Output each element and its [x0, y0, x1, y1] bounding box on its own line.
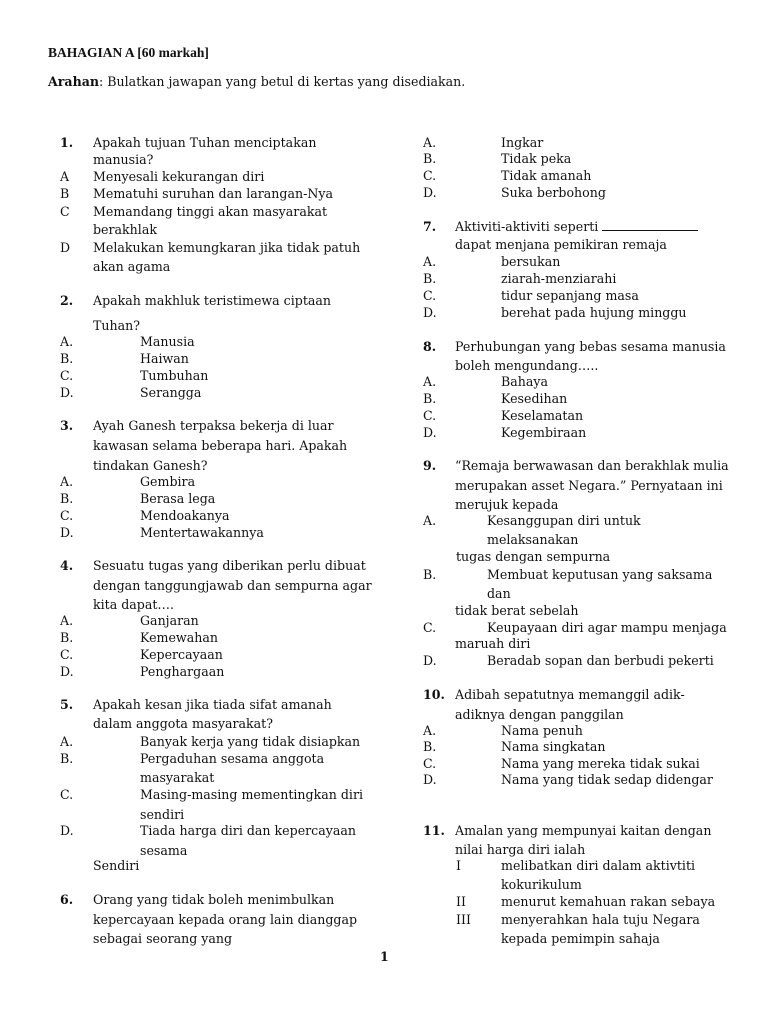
option-numeral: II [456, 894, 466, 909]
option-text[interactable]: Gembira [140, 474, 196, 489]
option-text[interactable]: Menyesali kekurangan diri [93, 169, 265, 184]
option-text[interactable]: Kepercayaan [140, 647, 223, 662]
option-letter[interactable]: D. [60, 525, 74, 540]
question-text: merujuk kepada [455, 497, 559, 512]
question-number: 7. [423, 219, 437, 234]
question-text: Ayah Ganesh terpaksa bekerja di luar [93, 418, 334, 433]
option-letter[interactable]: B. [60, 630, 74, 645]
option-text[interactable]: Kemewahan [140, 630, 218, 645]
option-numeral: I [456, 858, 461, 873]
question-text [455, 218, 698, 235]
option-text[interactable]: Manusia [140, 334, 195, 349]
option-letter[interactable]: A. [60, 734, 74, 749]
option-letter[interactable]: A. [423, 513, 437, 528]
option-text[interactable]: tidur sepanjang masa [501, 288, 639, 303]
option-text[interactable]: Tiada harga diri dan kepercayaan [140, 823, 356, 838]
option-text[interactable]: Beradab sopan dan berbudi pekerti [487, 653, 714, 668]
option-letter[interactable]: D. [423, 185, 437, 200]
question-text: Apakah makhluk teristimewa ciptaan [93, 293, 332, 308]
option-letter[interactable]: A. [60, 474, 74, 489]
question-text: Apakah tujuan Tuhan menciptakan [93, 135, 317, 150]
option-letter[interactable]: B. [423, 391, 437, 406]
option-text[interactable]: Mematuhi suruhan dan larangan-Nya [93, 186, 333, 201]
option-text[interactable]: Nama yang mereka tidak sukai [501, 756, 700, 771]
option-letter[interactable]: C. [423, 408, 437, 423]
option-text[interactable]: Kesedihan [501, 391, 568, 406]
question-number: 3. [60, 418, 74, 433]
question-text: nilai harga diri ialah [455, 842, 586, 857]
question-text: adiknya dengan panggilan [455, 707, 624, 722]
option-text[interactable]: Sendiri [93, 858, 140, 873]
option-text[interactable]: Masing-masing mementingkan diri [140, 787, 363, 802]
question-text-part: Aktiviti-aktiviti seperti [455, 219, 599, 234]
question-text: Adibah sepatutnya memanggil adik- [455, 687, 685, 702]
question-number: 1. [60, 135, 74, 150]
question-text: Amalan yang mempunyai kaitan dengan [455, 823, 712, 838]
instruction [48, 73, 465, 90]
option-text[interactable]: akan agama [93, 259, 171, 274]
option-text[interactable]: Tidak amanah [501, 168, 592, 183]
question-text: dengan tanggungjawab dan sempurna agar [93, 578, 372, 593]
option-text[interactable]: maruah diri [455, 636, 531, 651]
question-text: Tuhan? [93, 318, 140, 333]
option-letter[interactable]: B. [60, 351, 74, 366]
option-text[interactable]: tidak berat sebelah [455, 603, 579, 618]
option-letter[interactable]: A [60, 169, 70, 184]
option-letter[interactable]: B. [423, 739, 437, 754]
option-letter[interactable]: B. [423, 151, 437, 166]
option-text[interactable]: Kesanggupan diri untuk [487, 513, 641, 528]
option-text[interactable]: Nama yang tidak sedap didengar [501, 772, 713, 787]
option-letter[interactable]: C. [60, 508, 74, 523]
answer-blank [602, 218, 698, 231]
page-number: 1 [380, 949, 389, 964]
option-letter[interactable]: B [60, 186, 70, 201]
section-title: BAHAGIAN A [60 markah] [48, 45, 209, 60]
option-text[interactable]: Suka berbohong [501, 185, 606, 200]
option-letter[interactable]: A. [423, 135, 437, 150]
option-text[interactable]: Banyak kerja yang tidak disiapkan [140, 734, 361, 749]
question-number: 11. [423, 823, 445, 838]
option-text[interactable]: berehat pada hujung minggu [501, 305, 687, 320]
option-letter[interactable]: A. [423, 254, 437, 269]
option-text[interactable]: Nama penuh [501, 723, 583, 738]
option-text[interactable]: tugas dengan sempurna [456, 549, 611, 564]
option-text[interactable]: Tidak peka [501, 151, 572, 166]
option-text: melibatkan diri dalam aktivtiti [501, 858, 696, 873]
option-text[interactable]: Keupayaan diri agar mampu menjaga [487, 620, 727, 635]
question-text: merupakan asset Negara.” Pernyataan ini [455, 478, 723, 493]
instruction-text: : Bulatkan jawapan yang betul di kertas yang disediakan. [99, 74, 466, 89]
option-numeral: III [456, 912, 471, 927]
option-text[interactable]: Haiwan [140, 351, 189, 366]
option-letter[interactable]: C. [423, 288, 437, 303]
option-letter[interactable]: C. [423, 168, 437, 183]
question-number: 10. [423, 687, 445, 702]
option-text[interactable]: Mendoakanya [140, 508, 230, 523]
option-text[interactable]: dan [487, 586, 511, 601]
question-text: Orang yang tidak boleh menimbulkan [93, 892, 335, 907]
question-number: 2. [60, 293, 74, 308]
question-text: Apakah kesan jika tiada sifat amanah [93, 697, 332, 712]
option-letter[interactable]: D. [423, 653, 437, 668]
option-text: menyerahkan hala tuju Negara [501, 912, 700, 927]
option-text: menurut kemahuan rakan sebaya [501, 894, 716, 909]
option-letter[interactable]: C. [60, 647, 74, 662]
question-text: kita dapat…. [93, 597, 175, 612]
question-number: 8. [423, 339, 437, 354]
question-text: tindakan Ganesh? [93, 458, 208, 473]
question-number: 6. [60, 892, 74, 907]
option-letter[interactable]: B. [60, 491, 74, 506]
option-letter[interactable]: D. [60, 664, 74, 679]
question-text: kawasan selama beberapa hari. Apakah [93, 438, 348, 453]
option-letter[interactable]: C. [60, 368, 74, 383]
question-text: “Remaja berwawasan dan berakhlak mulia [455, 458, 729, 473]
option-letter[interactable]: B. [60, 751, 74, 766]
question-text: Perhubungan yang bebas sesama manusia [455, 339, 726, 354]
question-text: dalam anggota masyarakat? [93, 716, 273, 731]
option-text[interactable]: Berasa lega [140, 491, 216, 506]
question-number: 4. [60, 558, 74, 573]
option-letter[interactable]: A. [60, 334, 74, 349]
option-text[interactable]: Memandang tinggi akan masyarakat [93, 204, 328, 219]
option-letter[interactable]: D. [423, 425, 437, 440]
option-letter[interactable]: A. [423, 374, 437, 389]
question-number: 9. [423, 458, 437, 473]
option-letter[interactable]: D. [60, 385, 74, 400]
option-text[interactable]: sendiri [140, 807, 185, 822]
option-text[interactable]: Keselamatan [501, 408, 584, 423]
option-text[interactable]: Ingkar [501, 135, 544, 150]
option-text[interactable]: melaksanakan [487, 532, 579, 547]
option-text[interactable]: ziarah-menziarahi [501, 271, 617, 286]
option-letter[interactable]: D. [60, 823, 74, 838]
option-text[interactable]: Mentertawakannya [140, 525, 264, 540]
option-letter[interactable]: C [60, 204, 70, 219]
option-text[interactable]: Kegembiraan [501, 425, 587, 440]
question-text: boleh mengundang….. [455, 358, 599, 373]
option-text[interactable]: Membuat keputusan yang saksama [487, 567, 713, 582]
option-letter[interactable]: D. [423, 305, 437, 320]
option-text[interactable]: masyarakat [140, 770, 215, 785]
option-text[interactable]: Ganjaran [140, 613, 199, 628]
option-letter[interactable]: C. [60, 787, 74, 802]
question-text: manusia? [93, 152, 154, 167]
option-letter[interactable]: A. [423, 723, 437, 738]
question-text: Sesuatu tugas yang diberikan perlu dibuat [93, 558, 366, 573]
option-text[interactable]: Penghargaan [140, 664, 225, 679]
option-letter[interactable]: D [60, 240, 71, 255]
option-letter[interactable]: B. [423, 567, 437, 582]
option-text[interactable]: Pergaduhan sesama anggota [140, 751, 325, 766]
option-text[interactable]: berakhlak [93, 222, 157, 237]
question-number: 5. [60, 697, 74, 712]
question-text: sebagai seorang yang [93, 931, 233, 946]
option-text: kokurikulum [501, 877, 582, 892]
option-text[interactable]: Tumbuhan [140, 368, 209, 383]
instruction-label: Arahan [48, 74, 100, 89]
option-letter[interactable]: D. [423, 772, 437, 787]
option-text[interactable]: Serangga [140, 385, 202, 400]
option-text[interactable]: Melakukan kemungkaran jika tidak patuh [93, 240, 361, 255]
option-text[interactable]: bersukan [501, 254, 561, 269]
question-text: kepercayaan kepada orang lain dianggap [93, 912, 358, 927]
option-text: kepada pemimpin sahaja [501, 931, 660, 946]
option-text[interactable]: sesama [140, 843, 188, 858]
option-letter[interactable]: C. [423, 620, 437, 635]
option-text[interactable]: Nama singkatan [501, 739, 606, 754]
question-text: dapat menjana pemikiran remaja [455, 237, 667, 252]
option-letter[interactable]: C. [423, 756, 437, 771]
option-letter[interactable]: A. [60, 613, 74, 628]
option-text[interactable]: Bahaya [501, 374, 549, 389]
option-letter[interactable]: B. [423, 271, 437, 286]
